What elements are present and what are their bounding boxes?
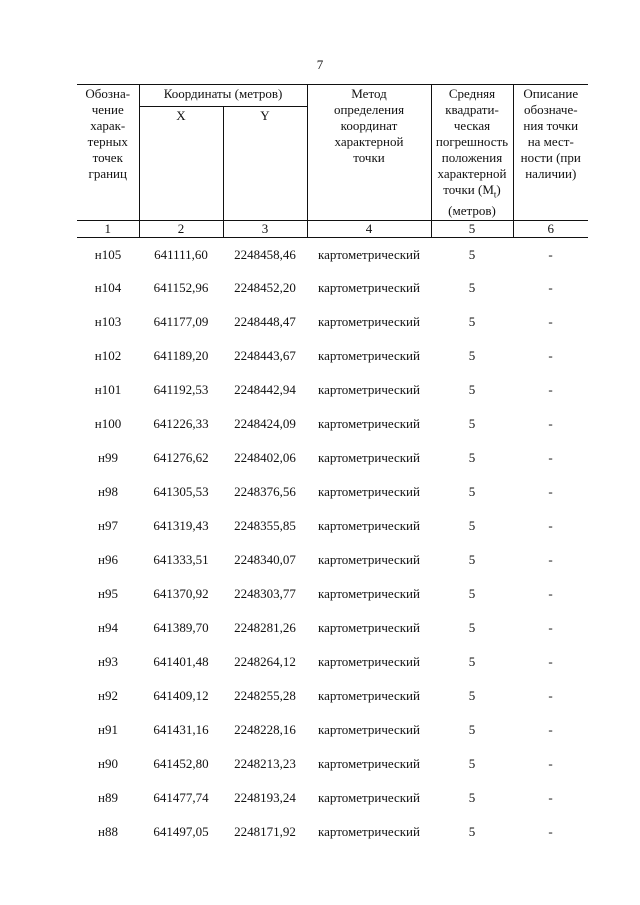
method-cell: картометрический (318, 654, 420, 670)
accuracy-cell: 5 (468, 416, 476, 432)
x-coordinate-cell: 641276,62 (153, 450, 209, 466)
y-coordinate-cell: 2248402,06 (234, 450, 296, 466)
accuracy-cell: 5 (468, 688, 476, 704)
description-cell: - (548, 756, 553, 772)
method-cell: картометрический (318, 450, 420, 466)
accuracy-cell: 5 (468, 790, 476, 806)
point-id-cell: н101 (94, 382, 122, 398)
point-id-cell: н99 (98, 450, 118, 466)
description-cell: - (548, 518, 553, 534)
description-cell: - (548, 790, 553, 806)
table-row (77, 339, 588, 373)
y-coordinate-cell: 2248376,56 (234, 484, 296, 500)
accuracy-cell: 5 (468, 552, 476, 568)
x-coordinate-cell: 641409,12 (153, 688, 209, 704)
column-number: 6 (513, 220, 588, 237)
table-row (77, 441, 588, 475)
method-cell: картометрический (318, 620, 420, 636)
description-cell: - (548, 382, 553, 398)
point-id-cell: н90 (98, 756, 118, 772)
point-id-cell: н104 (94, 280, 122, 296)
method-cell: картометрический (318, 756, 420, 772)
accuracy-cell: 5 (468, 722, 476, 738)
accuracy-cell: 5 (468, 518, 476, 534)
table-row (77, 237, 588, 271)
description-cell: - (548, 688, 553, 704)
method-cell: картометрический (318, 314, 420, 330)
header-accuracy (431, 85, 513, 221)
y-coordinate-cell: 2248255,28 (234, 688, 296, 704)
method-cell: картометрический (318, 280, 420, 296)
accuracy-cell: 5 (468, 246, 476, 262)
column-number: 1 (77, 220, 139, 237)
description-cell: - (548, 348, 553, 364)
header-y: Y (223, 106, 307, 220)
method-cell: картометрический (318, 382, 420, 398)
method-cell: картометрический (318, 722, 420, 738)
method-cell: картометрический (318, 688, 420, 704)
point-id-cell: н103 (94, 314, 122, 330)
y-coordinate-cell: 2248448,47 (234, 314, 296, 330)
x-coordinate-cell: 641477,74 (153, 790, 209, 806)
point-id-cell: н102 (94, 348, 122, 364)
method-cell: картометрический (318, 790, 420, 806)
table-row (77, 713, 588, 747)
accuracy-cell: 5 (468, 620, 476, 636)
y-coordinate-cell: 2248193,24 (234, 790, 296, 806)
accuracy-cell: 5 (468, 314, 476, 330)
x-coordinate-cell: 641152,96 (153, 280, 209, 296)
description-cell: - (548, 484, 553, 500)
header-row (77, 85, 588, 107)
accuracy-cell: 5 (468, 280, 476, 296)
description-cell: - (548, 586, 553, 602)
header-accuracy-end: ) (метров) (448, 182, 501, 218)
y-coordinate-cell: 2248264,12 (234, 654, 296, 670)
column-number: 3 (223, 220, 307, 237)
table-row (77, 407, 588, 441)
table-row (77, 645, 588, 679)
table-row (77, 679, 588, 713)
table-row (77, 271, 588, 305)
table-row (77, 815, 588, 849)
x-coordinate-cell: 641401,48 (153, 654, 209, 670)
point-id-cell: н96 (98, 552, 118, 568)
accuracy-cell: 5 (468, 586, 476, 602)
description-cell: - (548, 620, 553, 636)
table-body (77, 237, 588, 849)
y-coordinate-cell: 2248442,94 (234, 382, 296, 398)
point-id-cell: н94 (98, 620, 118, 636)
y-coordinate-cell: 2248424,09 (234, 416, 296, 432)
y-coordinate-cell: 2248213,23 (234, 756, 296, 772)
table-row (77, 475, 588, 509)
x-coordinate-cell: 641431,16 (153, 722, 209, 738)
table-row (77, 611, 588, 645)
header-coordinates: Координаты (метров) (139, 85, 307, 107)
x-coordinate-cell: 641452,80 (153, 756, 209, 772)
description-cell: - (548, 552, 553, 568)
table-row (77, 305, 588, 339)
y-coordinate-cell: 2248303,77 (234, 586, 296, 602)
description-cell: - (548, 314, 553, 330)
accuracy-cell: 5 (468, 756, 476, 772)
header-accuracy-subscript: t (493, 189, 497, 200)
point-id-cell: н95 (98, 586, 118, 602)
description-cell: - (548, 246, 553, 262)
point-id-cell: н98 (98, 484, 118, 500)
description-cell: - (548, 416, 553, 432)
accuracy-cell: 5 (468, 824, 476, 840)
x-coordinate-cell: 641192,53 (153, 382, 209, 398)
description-cell: - (548, 722, 553, 738)
header-accuracy-text: Средняя квадрати- ческая погрешность положения характерной точки (M (435, 86, 509, 197)
y-coordinate-cell: 2248281,26 (234, 620, 296, 636)
description-cell: - (548, 450, 553, 466)
x-coordinate-cell: 641319,43 (153, 518, 209, 534)
accuracy-cell: 5 (468, 450, 476, 466)
method-cell: картометрический (318, 416, 420, 432)
y-coordinate-cell: 2248458,46 (234, 246, 296, 262)
point-id-cell: н92 (98, 688, 118, 704)
method-cell: картометрический (318, 552, 420, 568)
accuracy-cell: 5 (468, 382, 476, 398)
table-row (77, 577, 588, 611)
method-cell: картометрический (318, 246, 420, 262)
point-id-cell: н100 (94, 416, 122, 432)
method-cell: картометрический (318, 824, 420, 840)
x-coordinate-cell: 641226,33 (153, 416, 209, 432)
column-number: 2 (139, 220, 223, 237)
x-coordinate-cell: 641189,20 (153, 348, 209, 364)
method-cell: картометрический (318, 518, 420, 534)
x-coordinate-cell: 641333,51 (153, 552, 209, 568)
point-id-cell: н105 (94, 246, 122, 262)
header-x: X (139, 106, 223, 220)
point-id-cell: н97 (98, 518, 118, 534)
page-number: 7 (316, 57, 324, 72)
method-cell: картометрический (318, 484, 420, 500)
table-row (77, 781, 588, 815)
table-row (77, 747, 588, 781)
point-id-cell: н93 (98, 654, 118, 670)
header-designation: Обозна- чение харак- терных точек границ (77, 85, 139, 221)
description-cell: - (548, 824, 553, 840)
x-coordinate-cell: 641111,60 (154, 246, 208, 262)
column-number-row (77, 220, 588, 237)
header-description: Описание обозначе- ния точки на мест- ности (при наличии) (513, 85, 588, 221)
method-cell: картометрический (318, 348, 420, 364)
y-coordinate-cell: 2248443,67 (234, 348, 296, 364)
column-number: 5 (431, 220, 513, 237)
point-id-cell: н88 (98, 824, 118, 840)
y-coordinate-cell: 2248228,16 (234, 722, 296, 738)
x-coordinate-cell: 641177,09 (153, 314, 209, 330)
x-coordinate-cell: 641305,53 (153, 484, 209, 500)
y-coordinate-cell: 2248340,07 (234, 552, 296, 568)
point-id-cell: н91 (98, 722, 118, 738)
header-method: Метод определения координат характерной точки (307, 85, 431, 221)
y-coordinate-cell: 2248355,85 (234, 518, 296, 534)
y-coordinate-cell: 2248452,20 (234, 280, 296, 296)
description-cell: - (548, 654, 553, 670)
coordinates-table (77, 84, 588, 849)
point-id-cell: н89 (98, 790, 118, 806)
table-row (77, 373, 588, 407)
y-coordinate-cell: 2248171,92 (234, 824, 296, 840)
x-coordinate-cell: 641497,05 (153, 824, 209, 840)
table-row (77, 543, 588, 577)
accuracy-cell: 5 (468, 484, 476, 500)
x-coordinate-cell: 641389,70 (153, 620, 209, 636)
x-coordinate-cell: 641370,92 (153, 586, 209, 602)
table-row (77, 509, 588, 543)
accuracy-cell: 5 (468, 654, 476, 670)
accuracy-cell: 5 (468, 348, 476, 364)
method-cell: картометрический (318, 586, 420, 602)
description-cell: - (548, 280, 553, 296)
column-number: 4 (307, 220, 431, 237)
